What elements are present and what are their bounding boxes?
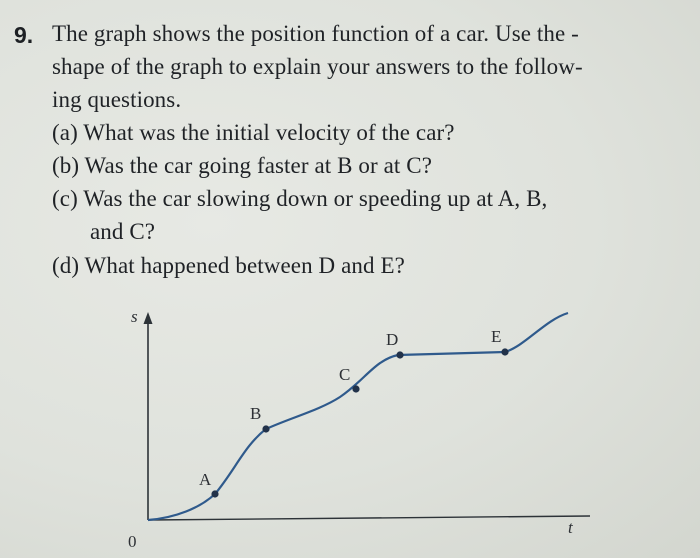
point-a [211, 490, 218, 497]
question-d: (d) What happened between D and E? [52, 253, 405, 278]
y-axis-label: s [131, 307, 138, 326]
label-e: E [491, 327, 502, 346]
question-c-continued: and C? [90, 219, 156, 244]
label-c: C [339, 365, 351, 384]
intro-line-2: shape of the graph to explain your answers to the follow- [52, 54, 583, 79]
point-e [501, 348, 508, 355]
point-d [396, 351, 403, 358]
problem-number: 9. [14, 22, 34, 48]
label-b: B [250, 404, 262, 423]
intro-line-3: ing questions. [52, 87, 182, 112]
point-b [262, 425, 269, 432]
point-c [352, 385, 359, 392]
label-d: D [386, 330, 399, 349]
y-axis-arrow-icon [144, 312, 153, 324]
x-axis-label: t [568, 518, 573, 537]
question-b: (b) Was the car going faster at B or at C? [52, 153, 433, 178]
label-a: A [199, 470, 212, 489]
question-a: (a) What was the initial velocity of the car? [52, 120, 455, 145]
x-axis [148, 516, 590, 520]
question-c: (c) Was the car slowing down or speeding up at A, B, [52, 186, 548, 211]
origin-label: 0 [128, 532, 137, 551]
intro-line-1: The graph shows the position function of a car. Use the - [52, 21, 579, 46]
